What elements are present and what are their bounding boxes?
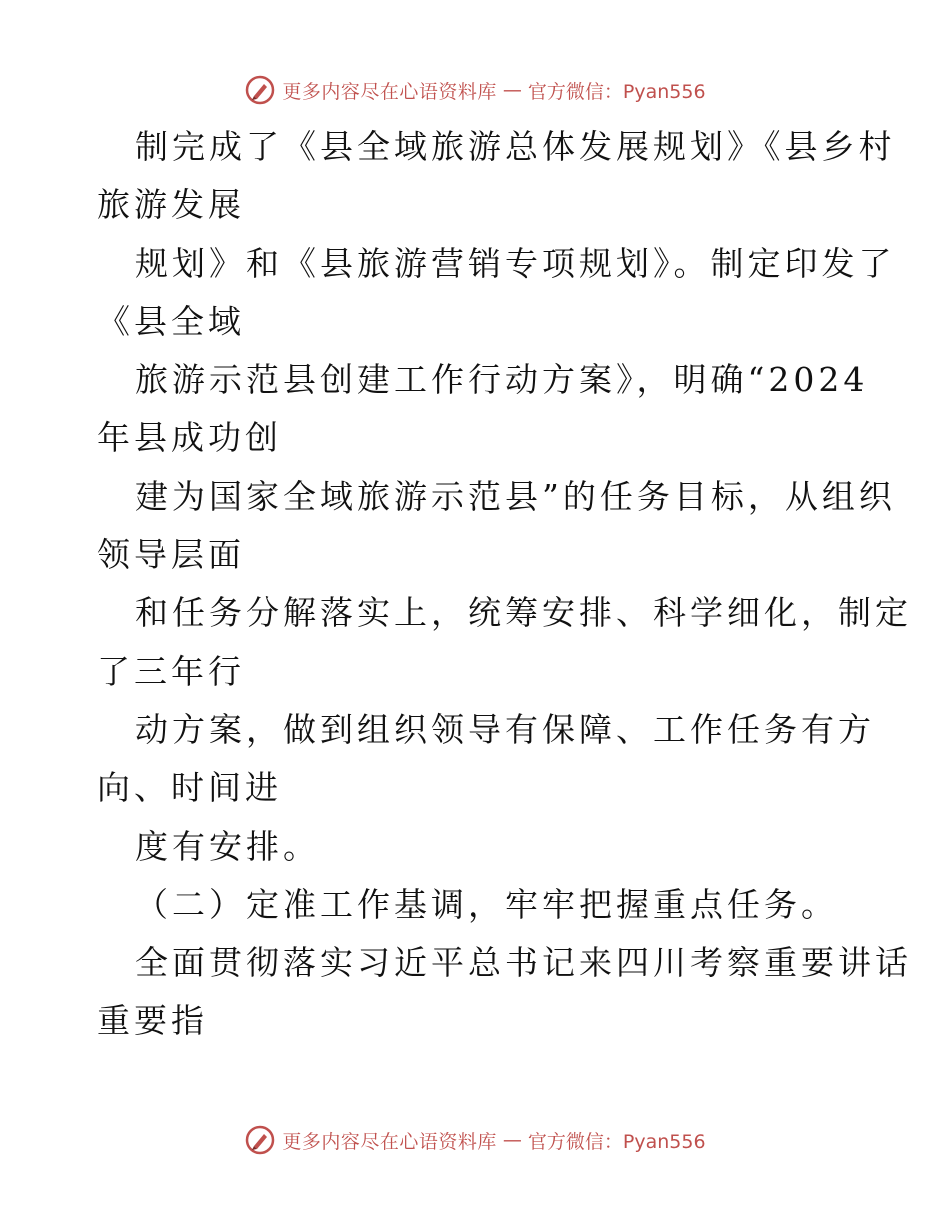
text-line: 建为国家全域旅游示范县”的任务目标，从组织 [135, 476, 896, 516]
text-line: 规划》和《县旅游营销专项规划》。制定印发了 [135, 243, 896, 283]
text-line: 和任务分解落实上，统筹安排、科学细化，制定 [135, 593, 912, 633]
watermark-separator: — [502, 79, 522, 101]
text-line: 度有安排。 [135, 826, 320, 866]
watermark-wechat: 官方微信：Pyan556 [527, 1130, 706, 1153]
text-line: 领导层面 [97, 535, 245, 575]
text-line: 重要指 [97, 1001, 208, 1041]
pen-logo-icon [244, 1124, 276, 1156]
watermark-text: 更多内容尽在心语资料库 [282, 80, 497, 103]
section-heading: （二）定准工作基调，牢牢把握重点任务。 [135, 884, 838, 924]
text-line: 旅游发展 [97, 185, 245, 225]
text-line: 年县成功创 [97, 418, 282, 458]
watermark-separator: — [502, 1129, 522, 1151]
text-line: 制完成了《县全域旅游总体发展规划》《县乡村 [135, 127, 896, 166]
text-line: 旅游示范县创建工作行动方案》，明确“2024 [135, 360, 869, 400]
footer-watermark [0, 1123, 950, 1157]
watermark-wechat: 官方微信：Pyan556 [527, 80, 706, 103]
pen-logo-icon [244, 74, 276, 106]
text-line: 动方案，做到组织领导有保障、工作任务有方 [135, 709, 875, 749]
text-line: 全面贯彻落实习近平总书记来四川考察重要讲话 [135, 943, 912, 983]
text-line: 向、时间进 [97, 768, 282, 808]
text-line: 《县全域 [97, 301, 245, 341]
document-body [97, 118, 912, 1051]
text-line: 了三年行 [97, 651, 245, 691]
watermark-text: 更多内容尽在心语资料库 [282, 1130, 497, 1153]
header-watermark [0, 73, 950, 107]
